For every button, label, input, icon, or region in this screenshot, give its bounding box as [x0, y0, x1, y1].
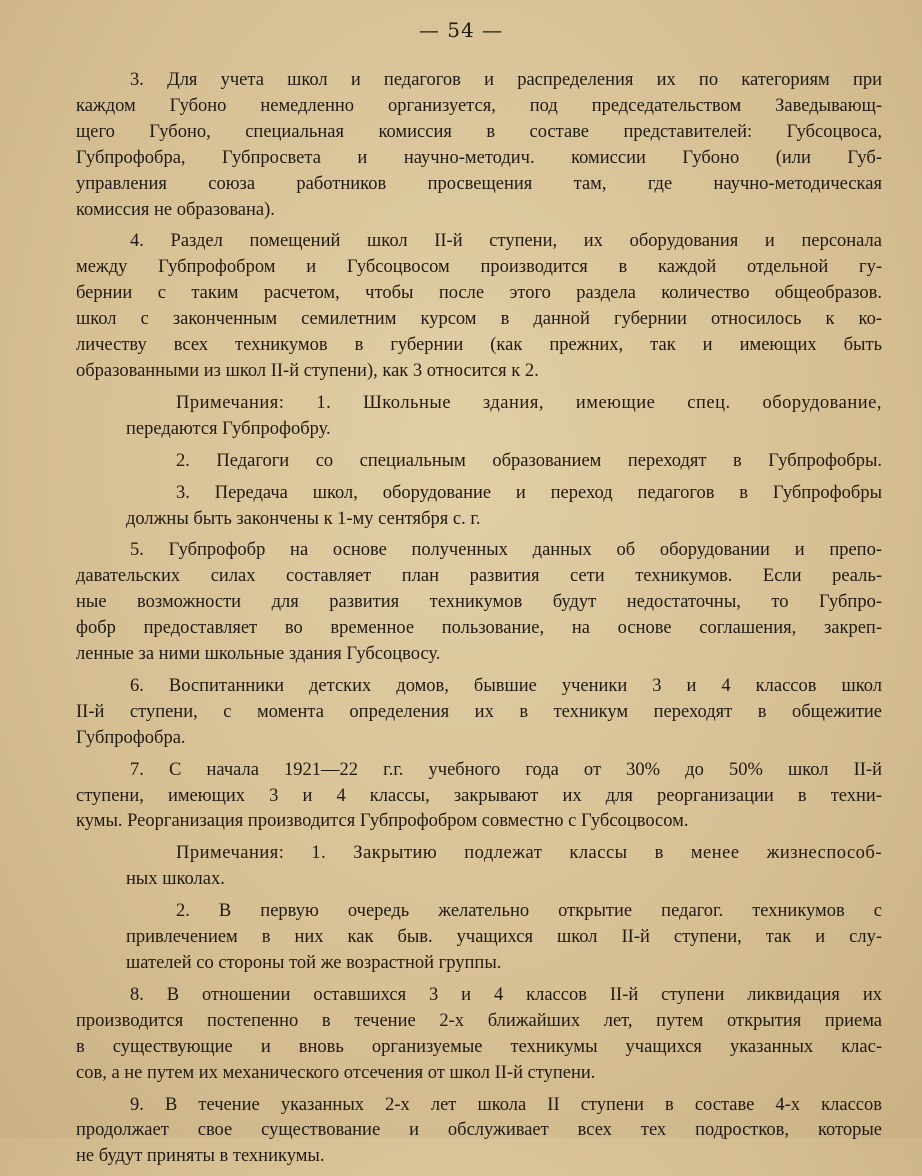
text-line: 8. В отношении оставшихся 3 и 4 классов II-й ступени ликвидация их: [130, 984, 882, 1005]
paragraph-8: [76, 983, 882, 1087]
text-line: привлечением в них как быв. учащихся школ II-й ступени, так и слу-: [126, 927, 882, 948]
text-line: каждом Губоно немедленно организуется, под председательством Заведывающ-: [76, 95, 882, 116]
paragraph-3: [76, 68, 882, 223]
text-line: ные возможности для развития техникумов будут недостаточны, то Губпро-: [76, 592, 882, 613]
text-line: Примечания: 1. Закрытию подлежат классы в менее жизнеспособ-: [176, 843, 882, 864]
paragraph-5: [76, 538, 882, 668]
text-line: кумы. Реорганизация производится Губпрофобром совместно с Губсоцвосом.: [76, 811, 689, 832]
text-line: 6. Воспитанники детских домов, бывшие ученики 3 и 4 классов школ: [130, 675, 882, 696]
text-line: не будут приняты в техникумы.: [76, 1146, 325, 1167]
text-line: шателей со стороны той же возрастной группы.: [126, 953, 502, 973]
document-body: [76, 68, 882, 1176]
text-line: сов, а не путем их механического отсечения от школ II-й ступени.: [76, 1062, 596, 1083]
text-line: фобр предоставляет во временное пользование, на основе соглашения, закреп-: [76, 618, 882, 639]
note-7-1: [76, 841, 882, 893]
text-line: продолжает свое существование и обслуживает всех тех подростков, которые: [76, 1120, 882, 1141]
text-line: в существующие и вновь организуемые техникумы учащихся указанных клас-: [76, 1036, 882, 1057]
text-line: ленные за ними школьные здания Губсоцвосу.: [76, 644, 441, 665]
text-line: 9. В течение указанных 2-х лет школа II ступени в составе 4-х классов: [130, 1094, 882, 1115]
text-line: 7. С начала 1921—22 г.г. учебного года от 30% до 50% школ II-й: [130, 759, 882, 780]
paragraph-6: [76, 674, 882, 752]
text-line: должны быть закончены к 1-му сентября с. г.: [126, 508, 481, 529]
text-line: 3. Передача школ, оборудование и переход педагогов в Губпрофобры: [176, 482, 882, 503]
text-line: школ с законченным семилетним курсом в данной губернии относилось к ко-: [76, 309, 882, 330]
text-line: давательских силах составляет план развития сети техникумов. Если реаль-: [76, 566, 882, 587]
text-line: производится постепенно в течение 2-х ближайших лет, путем открытия приема: [76, 1010, 882, 1031]
text-line: передаются Губпрофобру.: [126, 418, 331, 439]
text-line: личеству всех техникумов в губернии (как прежних, так и имеющих быть: [76, 335, 882, 356]
text-line: Губпрофобра.: [76, 727, 186, 748]
text-line: бернии с таким расчетом, чтобы после этого раздела количество общеобразов.: [76, 283, 882, 304]
page-number: — 54 —: [418, 18, 504, 42]
text-line: 5. Губпрофобр на основе полученных данных об оборудовании и препо-: [130, 540, 882, 561]
text-line: II-й ступени, с момента определения их в техникум переходят в общежитие: [76, 701, 882, 722]
text-line: управления союза работников просвещения там, где научно-методическая: [76, 173, 882, 194]
text-line: ных школах.: [126, 869, 225, 890]
note-4-2: [76, 449, 882, 475]
text-line: щего Губоно, специальная комиссия в составе представителей: Губсоцвоса,: [76, 121, 882, 142]
text-line: 4. Раздел помещений школ II-й ступени, их оборудования и персонала: [130, 231, 882, 252]
text-line: Примечания: 1. Школьные здания, имеющие спец. оборудование,: [176, 392, 882, 413]
text-line: ступени, имеющих 3 и 4 классы, закрывают их для реорганизации в техни-: [76, 785, 882, 806]
paragraph-9: [76, 1093, 882, 1171]
paragraph-4: [76, 229, 882, 384]
text-line: между Губпрофобром и Губсоцвосом производится в каждой отдельной гу-: [76, 257, 882, 278]
text-line: 3. Для учета школ и педагогов и распределения их по категориям при: [130, 70, 882, 90]
text-line: комиссия не образована).: [76, 199, 275, 220]
text-line: Губпрофобра, Губпросвета и научно-методич. комиссии Губоно (или Губ-: [76, 147, 882, 168]
text-line: 2. В первую очередь желательно открытие педагог. техникумов с: [176, 901, 882, 922]
note-4-1: [76, 391, 882, 443]
text-line: образованными из школ II-й ступени), как 3 относится к 2.: [76, 360, 539, 381]
note-7-2: [76, 899, 882, 977]
paragraph-7: [76, 758, 882, 836]
text-line: 2. Педагоги со специальным образованием переходят в Губпрофобры.: [176, 450, 882, 471]
note-4-3: [76, 481, 882, 533]
